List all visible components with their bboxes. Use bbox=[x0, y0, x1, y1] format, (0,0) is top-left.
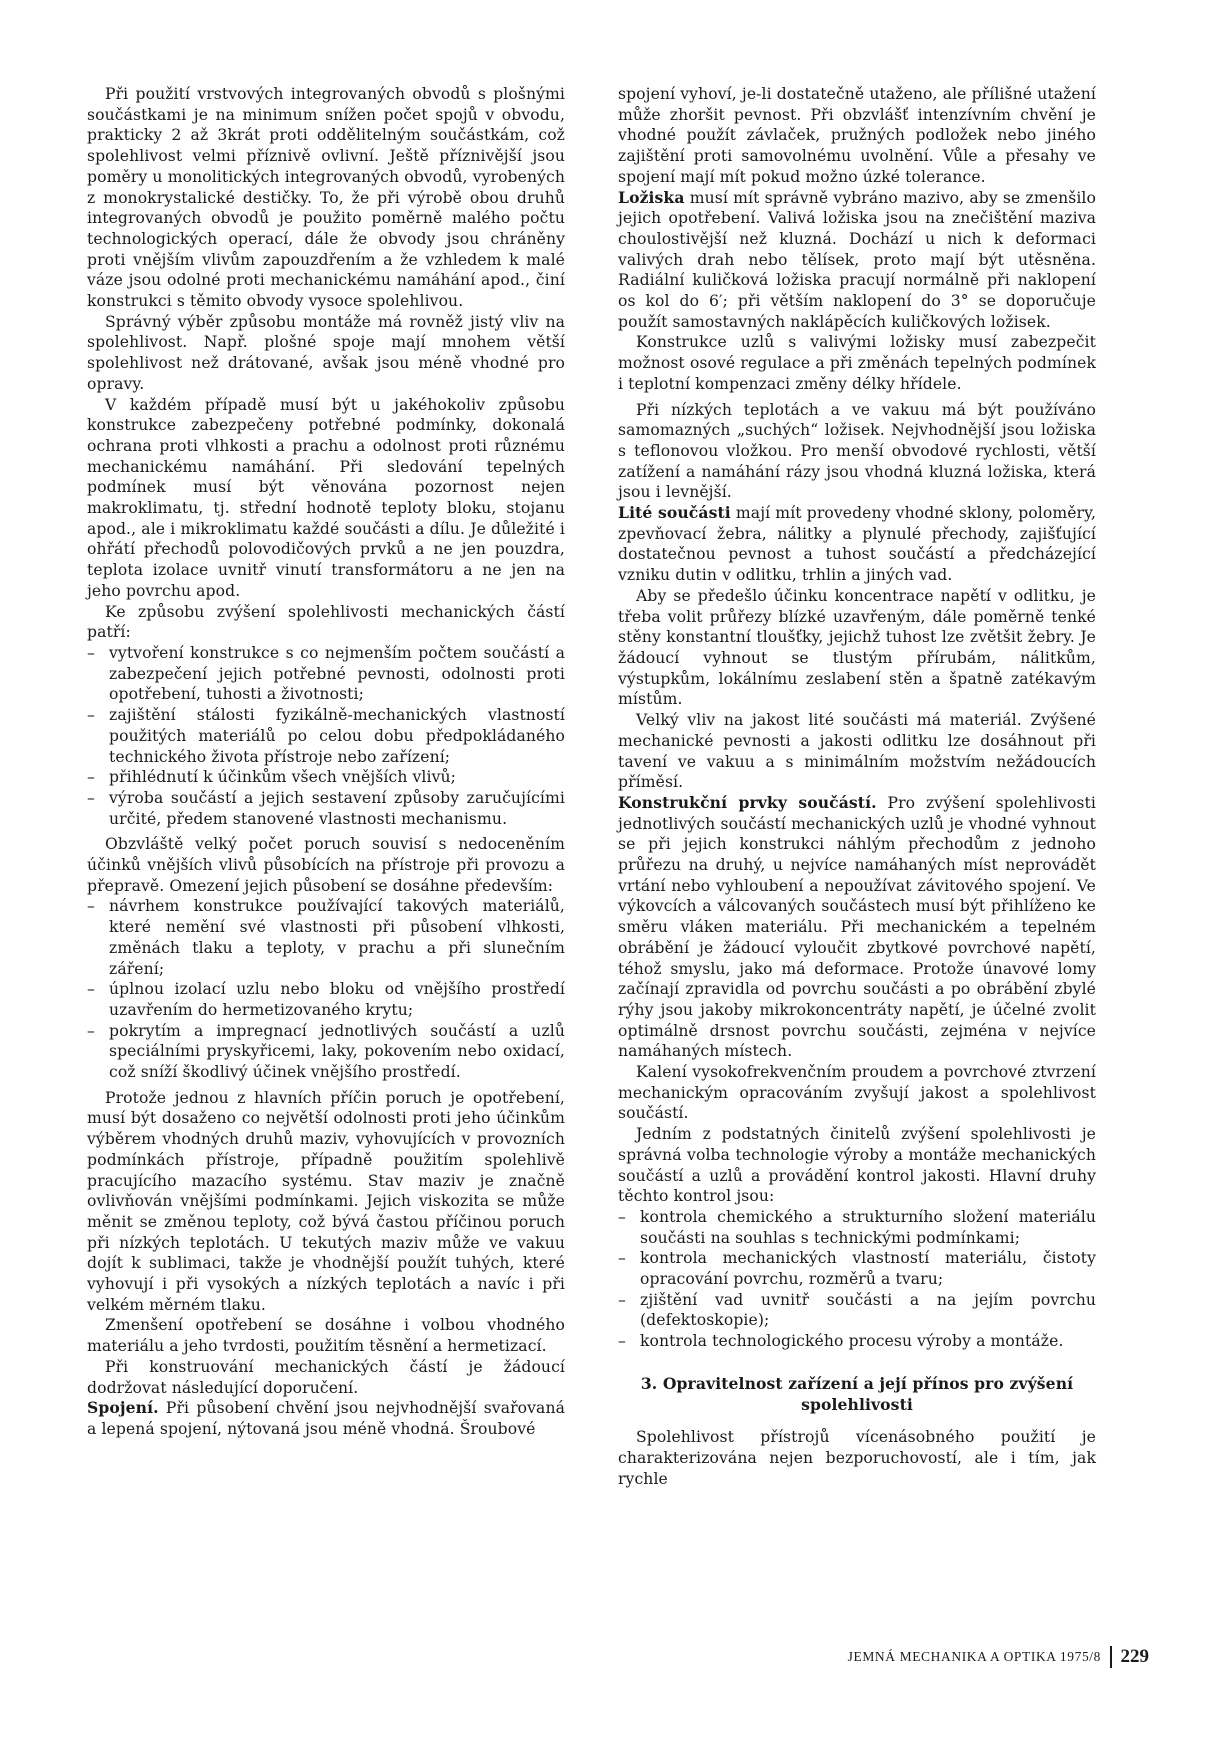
run-in-heading: Ložiska bbox=[618, 187, 685, 207]
paragraph-text: mají mít provedeny vhodné sklony, poloměry, zpevňovací žebra, nálitky a plynulé přechody, zajišťující dostatečnou pevnost a tuhost součástí a předcházející vzniku dutin v odlitku, trhlin a jiných vad. bbox=[618, 504, 1097, 585]
list-item: – úplnou izolací uzlu nebo bloku od vnějšího prostředí uzavřením do hermetizovaného krytu; bbox=[87, 979, 565, 1020]
paragraph: Při použití vrstvových integrovaných obvodů s plošnými součástkami je na minimum snížen počet spojů v obvodu, prakticky 2 až 3krát proti oddělitelným součástkám, což spolehlivost velmi příznivě ovlivní. Ještě příznivější jsou poměry u monolitických integrovaných obvodů, vyrobených z monokrystalické destičky. To, že při výrobě obou druhů integrovaných obvodů je použito poměrně malého počtu technologických operací, dále že obvody jsou chráněny proti vnějším vlivům zapouzdřením a že vzhledem k malé váze jsou odolné proti mechanickému namáhání apod., činí konstrukci s těmito obvody vysoce spolehlivou. bbox=[87, 85, 565, 311]
paragraph: Ke způsobu zvýšení spolehlivosti mechanických částí patří: bbox=[87, 602, 565, 642]
page-footer bbox=[848, 1646, 1149, 1668]
bullet-list bbox=[618, 1207, 1096, 1352]
paragraph: Konstrukce uzlů s valivými ložisky musí zabezpečit možnost osové regulace a při změnách tepelných podmínek i teplotní kompenzaci změny délky hřídele. bbox=[618, 333, 1096, 393]
list-item: – zjištění vad uvnitř součásti a na jejím povrchu (defektoskopie); bbox=[618, 1290, 1096, 1331]
paragraph: V každém případě musí být u jakéhokoliv způsobu konstrukce zabezpečeny potřebné podmínky, dokonalá ochrana proti vlhkosti a prachu a odolnost proti různému mechanickému namáhání. Při sledování tepelných podmínek musí být věnována pozornost nejen makroklimatu, tj. střední hodnotě teploty bloku, stojanu apod., ale i mikroklimatu každé součásti a dílu. Je důležité i ohřátí přechodů polovodičových prvků a ne jen pouzdra, teplota izolace uvnitř vinutí transformátoru a ne jen na jeho povrchu apod. bbox=[87, 395, 565, 600]
paragraph-text: musí mít správně vybráno mazivo, aby se zmenšilo jejich opotřebení. Valivá ložiska jsou na znečištění maziva choulostivější než kluzná. Dochází u nich k deformaci valivých drah nebo tělísek, proto mají být utěsněna. Radiální kuličková ložiska pracují normálně při naklopení os kol do 6′; při větším naklopení do 3° se doporučuje použít samostavných naklápěcích kuličkových ložisek. bbox=[618, 188, 1096, 331]
footer-divider bbox=[1110, 1646, 1112, 1668]
section-heading: 3. Opravitelnost zařízení a její přínos pro zvýšení spolehlivosti bbox=[640, 1373, 1074, 1414]
paragraph: Při konstruování mechanických částí je žádoucí dodržovat následující doporučení. bbox=[87, 1357, 565, 1397]
run-in-heading: Lité součásti bbox=[618, 503, 731, 523]
left-column bbox=[87, 84, 565, 1440]
list-item: – návrhem konstrukce používající takových materiálů, které nemění své vlastnosti při působení vlhkosti, změnách tlaku a teploty, v prachu a při slunečním záření; bbox=[87, 896, 565, 979]
run-in-heading: Spojení. bbox=[87, 1398, 159, 1418]
list-item: – přihlédnutí k účinkům všech vnějších vlivů; bbox=[87, 767, 565, 788]
bullet-list bbox=[87, 643, 565, 829]
paragraph-loziska bbox=[618, 188, 1096, 333]
paragraph: Spolehlivost přístrojů vícenásobného použití je charakterizována nejen bezporuchovostí, ale i tím, jak rychle bbox=[618, 1428, 1096, 1488]
paragraph-text: Při působení chvění jsou nejvhodnější svařovaná a lepená spojení, nýtovaná jsou méně vhodná. Šroubové bbox=[87, 1399, 565, 1438]
paragraph: Jedním z podstatných činitelů zvýšení spolehlivosti je správná volba technologie výroby a montáže mechanických součástí a uzlů a provádění kontrol jakosti. Hlavní druhy těchto kontrol jsou: bbox=[618, 1125, 1096, 1206]
page-number: 229 bbox=[1120, 1646, 1149, 1667]
paragraph: Aby se předešlo účinku koncentrace napětí v odlitku, je třeba volit průřezy blízké uzavřeným, dále poměrně tenké stěny konstantní tloušťky, jejichž tuhost lze zvětšit žebry. Je žádoucí vyhnout se tlustým přírubám, nálitkům, výstupkům, lokálnímu zeslabení stěn a špatně zatékavým místům. bbox=[618, 586, 1096, 709]
paragraph: Správný výběr způsobu montáže má rovněž jistý vliv na spolehlivost. Např. plošné spoje mají mnohem větší spolehlivost než drátované, avšak jsou méně vhodné pro opravy. bbox=[87, 312, 565, 393]
right-column bbox=[618, 84, 1096, 1489]
paragraph: Zmenšení opotřebení se dosáhne i volbou vhodného materiálu a jeho tvrdosti, použitím těsnění a hermetizací. bbox=[87, 1316, 565, 1356]
paragraph: Při nízkých teplotách a ve vakuu má být používáno samomazných „suchých“ ložisek. Nejvhodnější jsou ložiska s teflonovou vložkou. Pro menší obvodové rychlosti, větší zatížení a namáhání rázy jsou vhodná kluzná ložiska, která jsou i levnější. bbox=[618, 400, 1096, 502]
list-item: – kontrola chemického a strukturního složení materiálu součásti na souhlas s technickými podmínkami; bbox=[618, 1207, 1096, 1248]
bullet-list bbox=[87, 896, 565, 1082]
list-item: – kontrola mechanických vlastností materiálu, čistoty opracování povrchu, rozměrů a tvaru; bbox=[618, 1248, 1096, 1289]
paragraph-lite-soucasti bbox=[618, 503, 1096, 586]
list-item: – zajištění stálosti fyzikálně-mechanických vlastností použitých materiálů po celou dobu předpokládaného technického života přístroje nebo zařízení; bbox=[87, 705, 565, 767]
run-in-heading: Konstrukční prvky součástí. bbox=[618, 792, 877, 812]
list-item: – kontrola technologického procesu výroby a montáže. bbox=[618, 1331, 1096, 1352]
paragraph-konstrukcni-prvky bbox=[618, 793, 1096, 1062]
paragraph: Kalení vysokofrekvenčním proudem a povrchové ztvrzení mechanickým opracováním zvyšují jakost a spolehlivost součástí. bbox=[618, 1063, 1096, 1123]
list-item: – pokrytím a impregnací jednotlivých součástí a uzlů speciálními pryskyřicemi, laky, pokovením nebo oxidací, což sníží škodlivý účinek vnějšího prostředí. bbox=[87, 1021, 565, 1083]
list-item: – výroba součástí a jejich sestavení způsoby zaručujícími určité, předem stanovené vlastnosti mechanismu. bbox=[87, 788, 565, 829]
paragraph: Velký vliv na jakost lité součásti má materiál. Zvýšené mechanické pevnosti a jakosti odlitku lze dosáhnout při tavení ve vakuu a s minimálním možstvím nežádoucích příměsí. bbox=[618, 711, 1096, 792]
paragraph: spojení vyhoví, je-li dostatečně utaženo, ale přílišné utažení může zhoršit pevnost. Při obzvlášť intenzívním chvění je vhodné použít závlaček, pružných podložek nebo jiného zajištění proti samovolnému uvolnění. Vůle a přesahy ve spojení mají mít pokud možno úzké tolerance. bbox=[618, 85, 1096, 186]
list-item: – vytvoření konstrukce s co nejmenším počtem součástí a zabezpečení jejich potřebné pevnosti, odolnosti proti opotřebení, tuhosti a životnosti; bbox=[87, 643, 565, 705]
paragraph: Protože jednou z hlavních příčin poruch je opotřebení, musí být dosaženo co největší odolnosti proti jeho účinkům výběrem vhodných druhů maziv, vyhovujících v provozních podmínkách přístroje, případně použitím spolehlivě pracujícího mazacího systému. Stav maziv je značně ovlivňován vnějšími podmínkami. Jejich viskozita se může měnit se změnou teploty, což bývá častou příčinou poruch při nízkých teplotách. U tekutých maziv může ve vakuu dojít k sublimaci, takže je vhodnější použít tuhých, které vyhovují i při vysokých a nízkých teplotách a navíc i při velkém měrném tlaku. bbox=[87, 1088, 565, 1314]
paragraph-text: Pro zvýšení spolehlivosti jednotlivých součástí mechanických uzlů je vhodné vyhnout se při jejich konstrukci náhlým přechodům z jednoho průřezu na druhý, u nejvíce namáhaných míst neprovádět vrtání nebo vyhloubení a nepoužívat závitového spojení. Ve výkovcích a válcovaných součástech musí být přihlíženo ke směru vláken materiálu. Při mechanickém a tepelném obrábění je žádoucí vyloučit zbytkové povrchové napětí, téhož smyslu, jako má deformace. Protože únavové lomy začínají zpravidla od povrchu součásti a po obrábění zbylé rýhy jsou jakoby mikrokoncentráty napětí, je účelné zvolit optimálně drsnost povrchu součásti, zejména v nejvíce namáhaných místech. bbox=[618, 793, 1096, 1061]
journal-name: JEMNÁ MECHANIKA A OPTIKA 1975/8 bbox=[847, 1649, 1101, 1664]
paragraph-spojeni bbox=[87, 1398, 565, 1439]
paragraph: Obzvláště velký počet poruch souvisí s nedoceněním účinků vnějších vlivů působících na přístroje při provozu a přepravě. Omezení jejich působení se dosáhne především: bbox=[87, 835, 565, 895]
